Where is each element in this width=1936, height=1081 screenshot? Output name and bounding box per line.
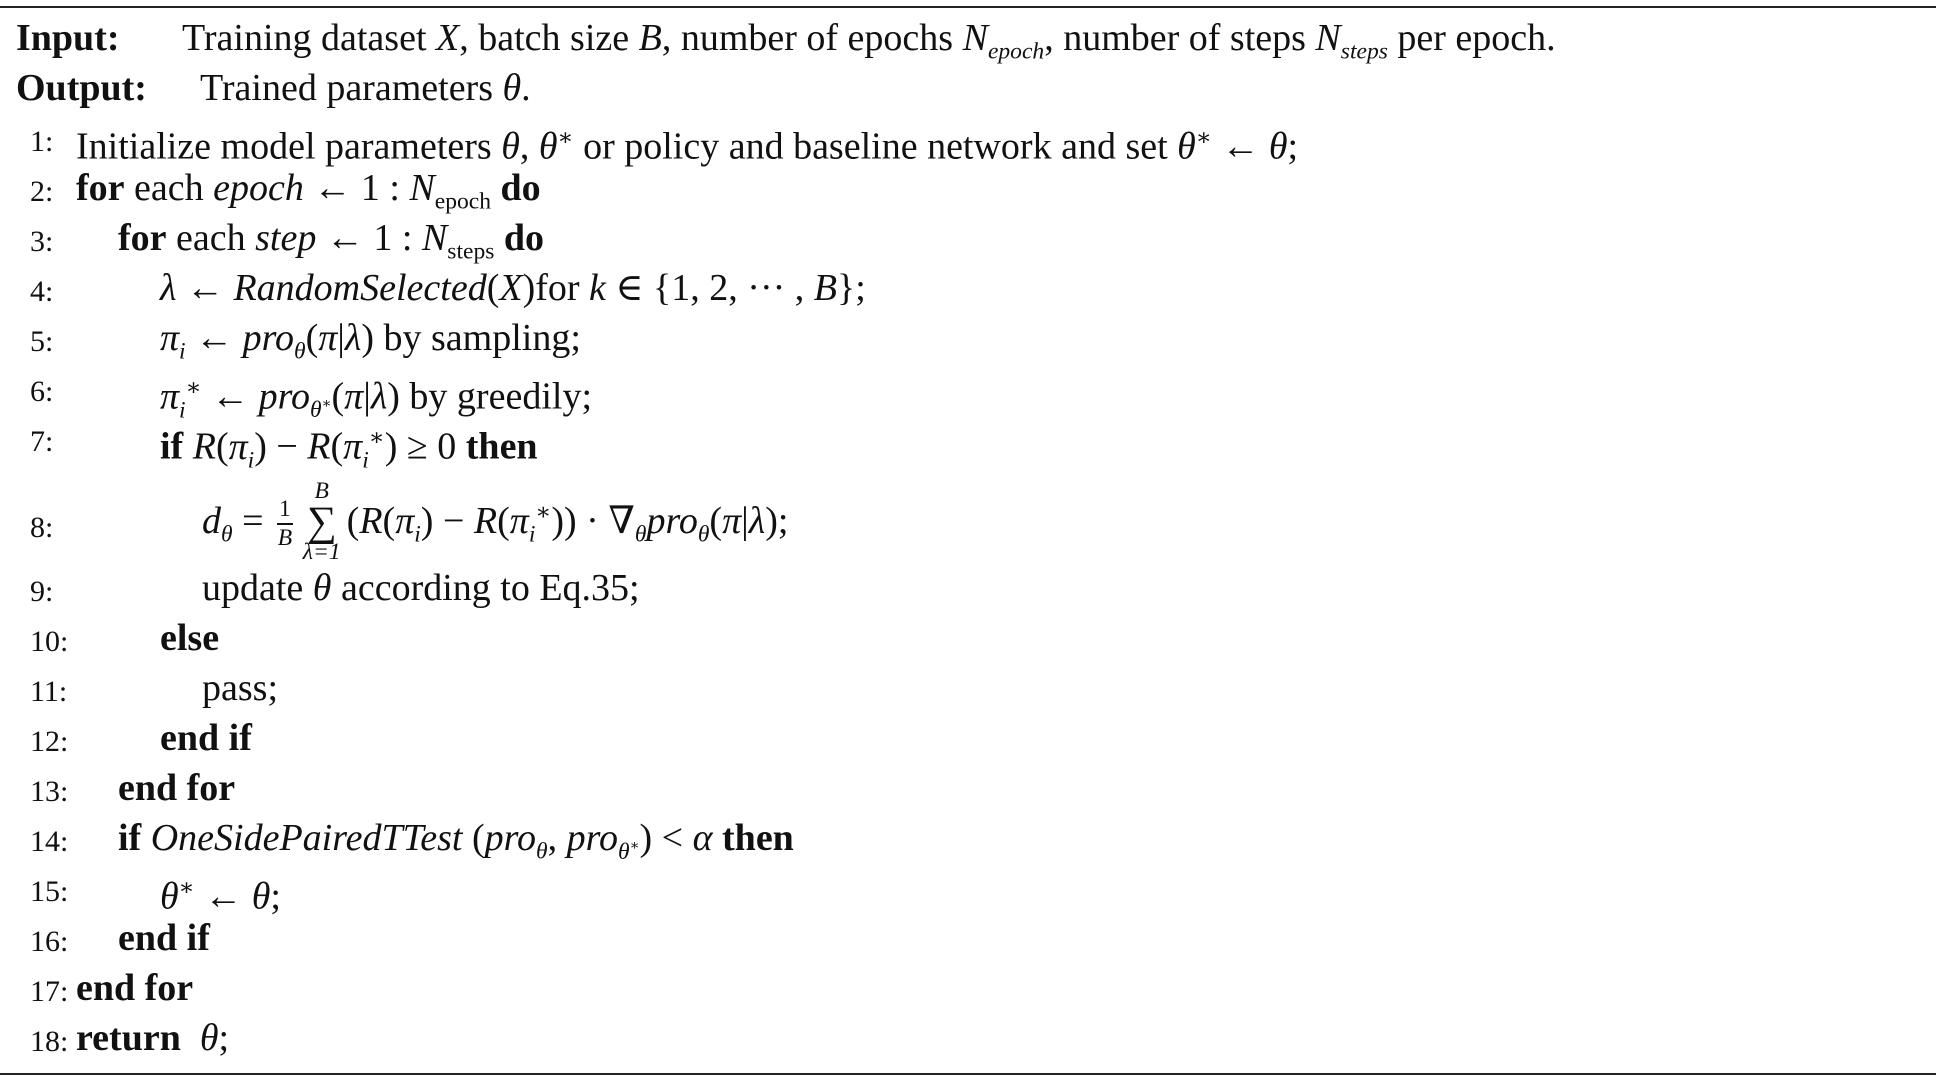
line-number: 16:	[30, 925, 69, 958]
line-number: 14:	[30, 825, 69, 858]
algo-line-18	[16, 1014, 1936, 1062]
algo-line-7	[16, 414, 1936, 474]
algo-line-16	[16, 914, 1936, 962]
line-number: 17:	[30, 975, 69, 1008]
algo-line-17	[16, 964, 1936, 1012]
line-number: 10:	[30, 625, 69, 658]
top-rule	[0, 6, 1936, 8]
line-number: 3:	[30, 225, 54, 258]
line-code: for each epoch ← 1 : $N_{epoch}$ do	[76, 167, 541, 215]
line-code: end if	[160, 717, 252, 759]
line-number: 12:	[30, 725, 69, 758]
line-code: end for	[118, 767, 236, 809]
line-number: 7:	[30, 425, 54, 458]
line-number: 15:	[30, 875, 69, 908]
line-code: end for	[76, 967, 194, 1009]
line-code: for each step ← 1 : $N_{steps}$ do	[118, 217, 545, 265]
algo-line-9	[16, 564, 1936, 612]
algo-line-15	[16, 864, 1936, 918]
line-number: 1:	[30, 125, 54, 158]
algo-line-4	[16, 264, 1936, 312]
line-number: 11:	[30, 675, 68, 708]
line-number: 6:	[30, 375, 54, 408]
line-number: 8:	[30, 511, 54, 544]
input-line	[16, 14, 1936, 65]
line-number: 5:	[30, 325, 54, 358]
line-code: $d_\theta$ = $\frac{1}{B}$ B ∑ λ=1 $(R(\pi_i) - R(\pi_i^∗)) \cdot \nabla_\theta pro_\theta(\pi|\lambda)$;	[202, 478, 789, 566]
line-number: 4:	[30, 275, 54, 308]
line-code: update θ according to Eq.35;	[202, 567, 640, 609]
line-code: $\pi_i$ ← pro$_\theta$(π|λ) by sampling;	[160, 317, 581, 365]
line-number: 2:	[30, 175, 54, 208]
input-text: Training dataset X, batch size B, number of epochs $N_{epoch}$, number of steps $N_{steps}$ per epoch.	[182, 17, 1556, 65]
algo-line-6	[16, 364, 1936, 424]
algo-line-3	[16, 214, 1936, 265]
line-code: pass;	[202, 667, 278, 709]
output-text: Trained parameters θ.	[200, 67, 531, 109]
line-code: if OneSidePairedTTest (pro$_\theta$, pro$_{\theta^∗}$) < α then	[118, 817, 794, 865]
output-label: Output:	[16, 67, 147, 109]
algo-line-8	[16, 478, 1936, 566]
bottom-rule	[0, 1073, 1936, 1075]
line-number: 18:	[30, 1025, 69, 1058]
algo-line-13	[16, 764, 1936, 812]
line-code: Initialize model parameters θ, θ∗ or policy and baseline network and set θ∗ ← θ;	[76, 125, 1299, 168]
algo-line-11	[16, 664, 1936, 712]
output-line	[16, 64, 1936, 112]
input-label: Input:	[16, 17, 120, 59]
algo-line-12	[16, 714, 1936, 762]
line-number: 9:	[30, 575, 54, 608]
line-code: end if	[118, 917, 210, 959]
line-number: 13:	[30, 775, 69, 808]
line-code: λ ← RandomSelected(X)for k ∈ {1, 2, ··· , B};	[160, 267, 866, 309]
algo-line-1	[16, 114, 1936, 168]
algo-line-2	[16, 164, 1936, 215]
algo-line-10	[16, 614, 1936, 662]
algo-line-5	[16, 314, 1936, 365]
line-code: if $R(\pi_i) - R(\pi_i^∗) \ge 0$ then	[160, 425, 538, 474]
line-code: return θ;	[76, 1017, 230, 1059]
algo-line-14	[16, 814, 1936, 865]
line-code: $\pi_i^∗$ ← pro$_{\theta^∗}$(π|λ) by greedily;	[160, 375, 592, 424]
line-code: else	[160, 617, 220, 659]
line-code: θ∗ ← θ;	[160, 875, 281, 918]
